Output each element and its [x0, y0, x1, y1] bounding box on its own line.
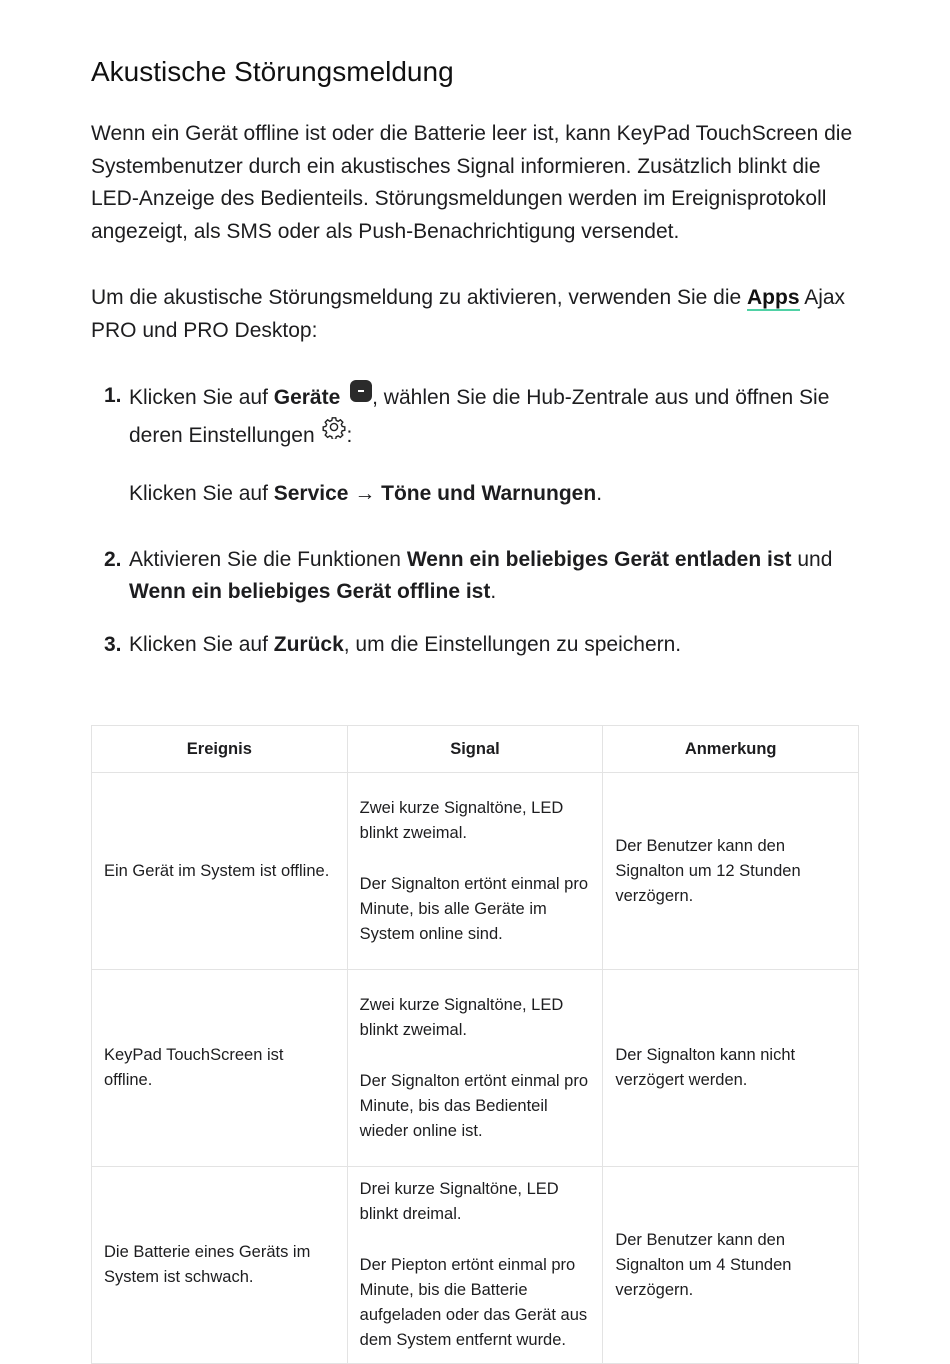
step-text: Klicken Sie auf [129, 386, 274, 409]
intro-paragraph: Wenn ein Gerät offline ist oder die Batterie leer ist, kann KeyPad TouchScreen die Systembenutzer durch ein akustisches Signal informieren. Zusätzlich blinkt die LED-Anzeige des Bedienteils. Störungsmeldungen werden im Ereignisprotokoll angezeigt, als SMS oder als Push-Benachrichtigung versendet. [91, 122, 853, 243]
signal-detail: Der Signalton ertönt einmal pro Minute, bis das Bedienteil wieder online ist. [359, 1071, 589, 1140]
table-row [92, 773, 859, 970]
step-1-subtext [129, 478, 861, 511]
signal-cell [347, 1167, 603, 1364]
signal-detail: Der Piepton ertönt einmal pro Minute, bis die Batterie aufgeladen oder das Gerät aus dem System entfernt wurde. [359, 1256, 588, 1349]
step-text: Aktivieren Sie die Funktionen [129, 547, 407, 571]
table-row [92, 970, 859, 1167]
sub-text: Klicken Sie auf [129, 482, 274, 505]
note-cell: Der Benutzer kann den Signalton um 12 Stunden verzögern. [603, 773, 859, 970]
step-number: 2. [104, 547, 122, 571]
step-number: 1. [104, 384, 122, 407]
signal-detail: Der Signalton ertönt einmal pro Minute, bis alle Geräte im System online sind. [359, 874, 589, 943]
step-bold: Wenn ein beliebiges Gerät offline ist [129, 580, 491, 603]
step-text: und [791, 547, 833, 571]
event-cell: Ein Gerät im System ist offline. [92, 773, 348, 970]
events-table [91, 725, 859, 1364]
step-number: 3. [104, 632, 122, 656]
step-bold: Wenn ein beliebiges Gerät entladen ist [406, 547, 792, 571]
step-bold: Zurück [273, 632, 344, 656]
apps-paragraph [91, 282, 861, 347]
apps-link[interactable]: Apps [747, 286, 800, 309]
note-cell: Der Signalton kann nicht verzögert werden. [603, 970, 859, 1167]
devices-icon [350, 380, 372, 402]
steps-list [91, 380, 861, 661]
step-1 [91, 380, 861, 511]
signal-cell [347, 970, 603, 1167]
sub-bold: Service → Töne und Warnungen [273, 482, 597, 505]
signal-text: Drei kurze Signaltöne, LED blinkt dreimal. [359, 1180, 559, 1223]
header-event: Ereignis [92, 726, 348, 773]
signal-text: Zwei kurze Signaltöne, LED blinkt zweimal. [359, 995, 564, 1039]
event-cell: Die Batterie eines Geräts im System ist schwach. [92, 1167, 348, 1364]
step-text: Klicken Sie auf [129, 632, 274, 656]
step-bold: Geräte [273, 386, 341, 409]
apps-text-before: Um die akustische Störungsmeldung zu aktivieren, verwenden Sie die [91, 286, 748, 309]
gear-icon [322, 415, 346, 439]
step-2 [91, 544, 861, 609]
step-text: , um die Einstellungen zu speichern. [343, 632, 682, 656]
signal-cell [347, 773, 603, 970]
step-3 [91, 629, 861, 662]
header-note: Anmerkung [603, 726, 859, 773]
header-signal: Signal [347, 726, 603, 773]
event-cell: KeyPad TouchScreen ist offline. [92, 970, 348, 1167]
section-heading: Akustische Störungsmeldung [91, 56, 454, 87]
table-header-row [92, 726, 859, 773]
step-text: : [346, 423, 353, 447]
table-row [92, 1167, 859, 1364]
signal-text: Zwei kurze Signaltöne, LED blinkt zweimal. [359, 798, 564, 842]
note-cell: Der Benutzer kann den Signalton um 4 Stunden verzögern. [603, 1167, 859, 1364]
sub-text-end: . [596, 482, 603, 505]
apps-text-after: Ajax PRO und PRO Desktop: [91, 286, 846, 342]
step-text: . [490, 580, 497, 603]
step-text: , wählen Sie die Hub-Zentrale aus und öffnen Sie deren Einstellungen [129, 386, 830, 447]
